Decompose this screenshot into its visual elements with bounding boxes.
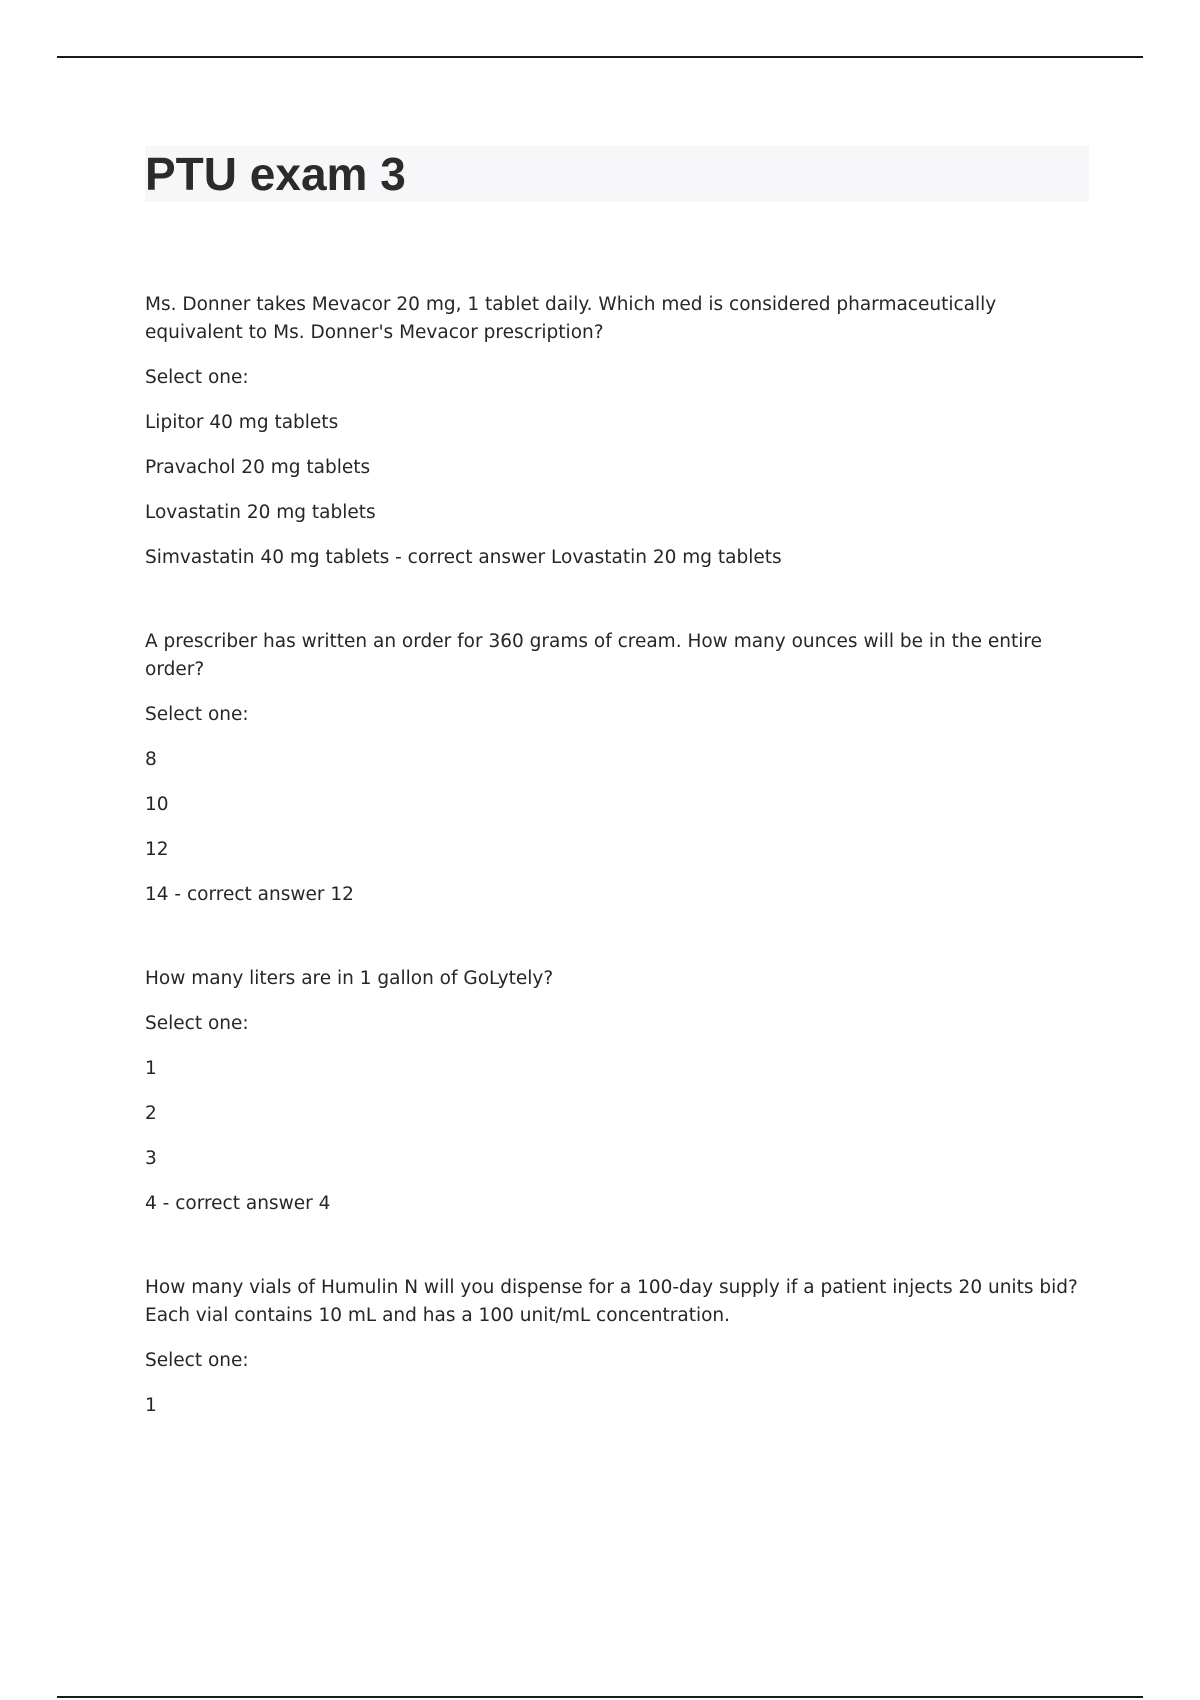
question-spacer bbox=[145, 909, 1095, 965]
answer-option: 10 bbox=[145, 794, 169, 815]
question-1 bbox=[145, 291, 1095, 572]
question-text: How many liters are in 1 gallon of GoLytely? bbox=[145, 968, 554, 989]
question-text: Ms. Donner takes Mevacor 20 mg, 1 tablet daily. Which med is considered pharmaceutically equivalent to Ms. Donner's Mevacor prescription? bbox=[145, 294, 997, 343]
question-3 bbox=[145, 965, 1095, 1218]
answer-option: 2 bbox=[145, 1103, 157, 1124]
question-4 bbox=[145, 1274, 1095, 1420]
answer-option-with-correct-answer: 4 - correct answer 4 bbox=[145, 1193, 331, 1214]
answer-option: 12 bbox=[145, 839, 169, 860]
select-one-label: Select one: bbox=[145, 367, 249, 388]
answer-option: 1 bbox=[145, 1395, 157, 1416]
document-title: PTU exam 3 bbox=[145, 148, 406, 200]
answer-option: Lovastatin 20 mg tablets bbox=[145, 502, 376, 523]
select-one-label: Select one: bbox=[145, 704, 249, 725]
question-text: A prescriber has written an order for 360 grams of cream. How many ounces will be in the entire order? bbox=[145, 631, 1042, 680]
question-text: How many vials of Humulin N will you dispense for a 100-day supply if a patient injects 20 units bid? Each vial contains 10 mL and has a 100 unit/mL concentration. bbox=[145, 1277, 1078, 1326]
answer-option: 3 bbox=[145, 1148, 157, 1169]
header-rule bbox=[57, 56, 1143, 58]
answer-option: Lipitor 40 mg tablets bbox=[145, 412, 339, 433]
answer-option: 1 bbox=[145, 1058, 157, 1079]
answer-option: 8 bbox=[145, 749, 157, 770]
answer-option-with-correct-answer: Simvastatin 40 mg tablets - correct answer Lovastatin 20 mg tablets bbox=[145, 547, 782, 568]
select-one-label: Select one: bbox=[145, 1350, 249, 1371]
question-list bbox=[145, 291, 1095, 1420]
answer-option-with-correct-answer: 14 - correct answer 12 bbox=[145, 884, 354, 905]
footer-rule bbox=[57, 1696, 1143, 1698]
question-spacer bbox=[145, 1218, 1095, 1274]
select-one-label: Select one: bbox=[145, 1013, 249, 1034]
answer-option: Pravachol 20 mg tablets bbox=[145, 457, 371, 478]
question-spacer bbox=[145, 572, 1095, 628]
question-2 bbox=[145, 628, 1095, 909]
